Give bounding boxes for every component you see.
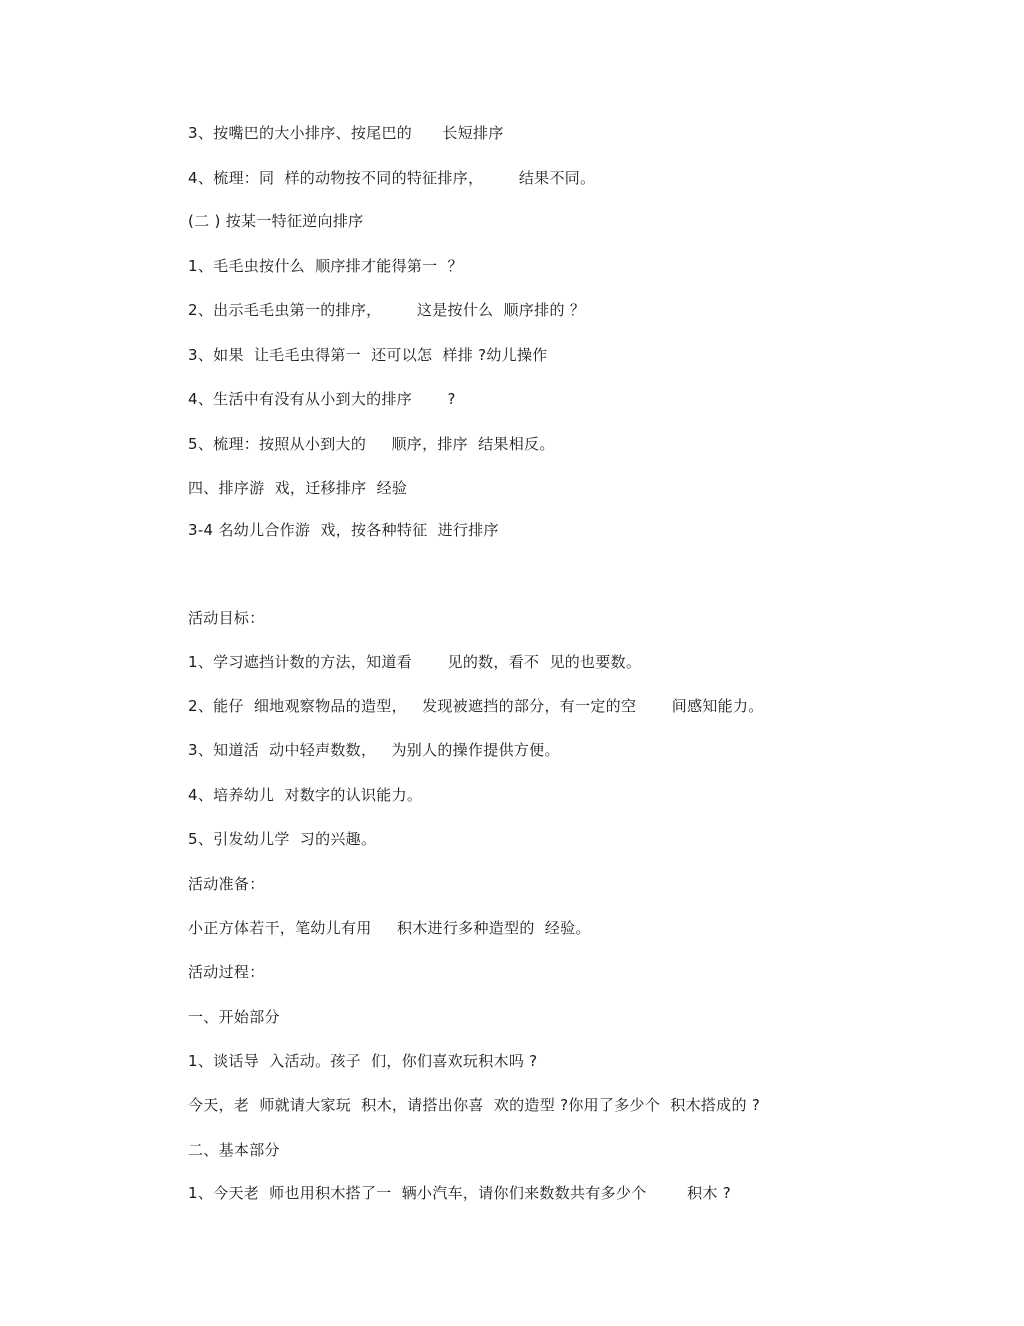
- text-line: 3、按嘴巴的大小排序、按尾巴的 长短排序: [188, 124, 504, 142]
- text-line: 1、今天老 师也用积木搭了一 辆小汽车，请你们来数数共有多少个 积木 ?: [188, 1184, 731, 1202]
- section-heading: (二 ) 按某一特征逆向排序: [188, 212, 364, 230]
- text-line: 1、学习遮挡计数的方法，知道看 见的数，看不 见的也要数。: [188, 653, 642, 671]
- text-line: 5、梳理：按照从小到大的 顺序，排序 结果相反。: [188, 435, 555, 453]
- text-line: 4、培养幼儿 对数字的认识能力。: [188, 786, 423, 804]
- text-line: 小正方体若干，笔幼儿有用 积木进行多种造型的 经验。: [188, 919, 591, 937]
- section-heading: 活动目标：: [188, 609, 265, 627]
- text-line: 4、梳理：同 样的动物按不同的特征排序， 结果不同。: [188, 169, 596, 187]
- text-line: 今天，老 师就请大家玩 积木，请搭出你喜 欢的造型 ?你用了多少个 积木搭成的 ?: [188, 1096, 761, 1114]
- text-line: 5、引发幼儿学 习的兴趣。: [188, 830, 377, 848]
- section-heading: 活动过程：: [188, 963, 265, 981]
- text-line: 1、毛毛虫按什么 顺序排才能得第一 ？: [188, 257, 463, 275]
- text-line: 3、如果 让毛毛虫得第一 还可以怎 样排 ?幼儿操作: [188, 346, 548, 364]
- text-line: 2、出示毛毛虫第一的排序， 这是按什么 顺序排的 ？: [188, 301, 586, 319]
- section-heading: 一、开始部分: [188, 1008, 280, 1026]
- text-line: 2、能仔 细地观察物品的造型， 发现被遮挡的部分，有一定的空 间感知能力。: [188, 697, 764, 715]
- section-heading: 活动准备：: [188, 875, 265, 893]
- section-heading: 四、排序游 戏，迁移排序 经验: [188, 479, 408, 497]
- section-heading: 二、基本部分: [188, 1141, 280, 1159]
- text-line: 1、谈话导 入活动。孩子 们，你们喜欢玩积木吗 ?: [188, 1052, 538, 1070]
- text-line: 4、生活中有没有从小到大的排序 ?: [188, 390, 456, 408]
- text-line: 3、知道活 动中轻声数数， 为别人的操作提供方便。: [188, 741, 560, 759]
- text-line: 3-4 名幼儿合作游 戏，按各种特征 进行排序: [188, 521, 499, 539]
